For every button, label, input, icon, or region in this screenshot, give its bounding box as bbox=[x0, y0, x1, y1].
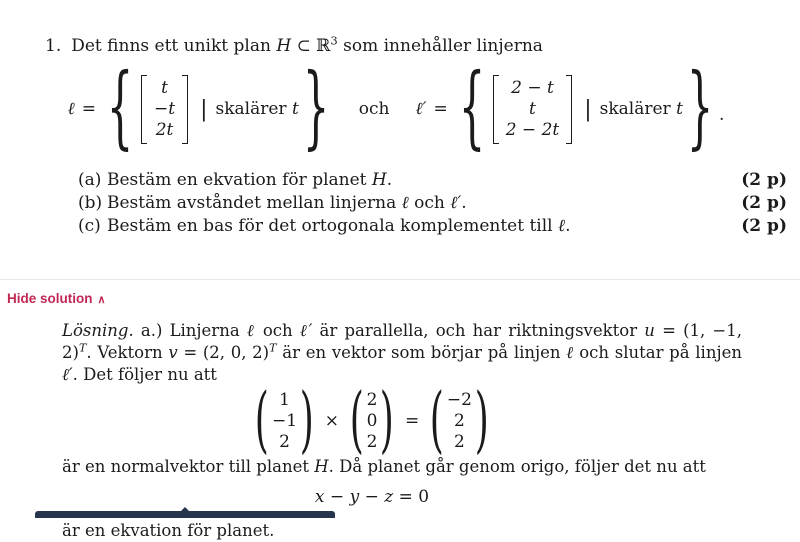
item-label: (c) bbox=[78, 216, 101, 236]
item-text: Bestäm avståndet mellan linjerna ℓ och ℓ′. bbox=[107, 193, 467, 213]
plane-equation: x − y − z = 0 bbox=[314, 487, 430, 507]
vector-v bbox=[348, 378, 396, 462]
close-brace: } bbox=[302, 55, 330, 161]
scalar-condition: skalärer t bbox=[215, 99, 299, 119]
item-points: (2 p) bbox=[741, 216, 787, 236]
subproblem-b bbox=[78, 192, 787, 215]
cross-product-formula bbox=[62, 378, 682, 462]
such-that-bar: | bbox=[584, 96, 592, 122]
vector-lp-entry: 2 − t bbox=[511, 77, 554, 98]
equals-sign: = bbox=[405, 411, 420, 431]
hide-solution-label: Hide solution bbox=[7, 291, 93, 306]
such-that-bar: | bbox=[200, 96, 208, 122]
left-square-bracket bbox=[141, 75, 147, 144]
vector-v-entry: 2 bbox=[366, 389, 378, 410]
cross-product-sign: × bbox=[324, 411, 339, 431]
item-text: Bestäm en ekvation för planet H. bbox=[107, 170, 393, 190]
right-square-bracket bbox=[566, 75, 572, 144]
normal-vector-entry: 2 bbox=[453, 431, 465, 452]
open-brace: { bbox=[106, 55, 134, 161]
subproblem-c bbox=[78, 215, 787, 238]
conjunction-och: och bbox=[358, 99, 390, 119]
left-square-bracket bbox=[493, 75, 499, 144]
right-square-bracket bbox=[182, 75, 188, 144]
normal-vector-entry: −2 bbox=[446, 389, 472, 410]
normal-vector-entry: 2 bbox=[453, 410, 465, 431]
problem-number: 1. bbox=[45, 36, 62, 56]
problem-block bbox=[0, 0, 800, 238]
solution-paragraph-1: Lösning. a.) Linjerna ℓ och ℓ′ är parallella, och har riktningsvektor u = (1, −1, 2)$^T$. Vektorn v = (2, 0, 2)$^T$ är en vektor som börjar på linjen ℓ och slutar på linjen ℓ′. Det följer nu att bbox=[62, 321, 742, 384]
vector-l-prime bbox=[493, 75, 573, 144]
problem-intro-text: Det finns ett unikt plan H ⊂ ℝ$^3$ som innehåller linjerna bbox=[71, 33, 543, 56]
vector-l bbox=[141, 75, 188, 144]
vector-u bbox=[253, 378, 315, 462]
problem-statement bbox=[45, 33, 787, 57]
vector-v-entry: 2 bbox=[366, 431, 378, 452]
scalar-condition: skalärer t bbox=[599, 99, 683, 119]
subproblem-list bbox=[78, 169, 787, 238]
open-paren: ( bbox=[430, 378, 445, 462]
item-points: (2 p) bbox=[741, 193, 787, 213]
vector-lp-entry: t bbox=[529, 98, 536, 119]
solution-paragraph-2: är en normalvektor till planet H. Då planet går genom origo, följer det nu att bbox=[62, 457, 706, 476]
open-paren: ( bbox=[255, 378, 270, 462]
vector-u-entry: 2 bbox=[279, 431, 290, 452]
close-brace: } bbox=[686, 55, 714, 161]
solution-paragraph-3: är en ekvation för planet. bbox=[62, 521, 275, 540]
line-l-symbol: ℓ bbox=[67, 99, 75, 119]
item-points: (2 p) bbox=[741, 170, 787, 190]
vector-l-entry: 2t bbox=[155, 119, 174, 140]
close-paren: ) bbox=[299, 378, 314, 462]
hide-solution-link[interactable] bbox=[7, 291, 106, 306]
normal-vector bbox=[428, 378, 490, 462]
open-paren: ( bbox=[349, 378, 364, 462]
close-paren: ) bbox=[474, 378, 489, 462]
collapsed-next-element-bar[interactable] bbox=[35, 511, 335, 518]
open-brace: { bbox=[458, 55, 486, 161]
vector-l-entry: −t bbox=[153, 98, 176, 119]
subproblem-a bbox=[78, 169, 787, 192]
equals-sign: = bbox=[81, 99, 96, 119]
item-text: Bestäm en bas för det ortogonala komplementet till ℓ. bbox=[107, 216, 571, 236]
caret-up-icon: ∧ bbox=[97, 293, 106, 306]
equals-sign: = bbox=[433, 99, 448, 119]
display-period: . bbox=[718, 105, 725, 125]
vector-u-entry: −1 bbox=[272, 410, 298, 431]
section-divider bbox=[0, 279, 800, 280]
vector-lp-entry: 2 − 2t bbox=[505, 119, 560, 140]
vector-u-entry: 1 bbox=[279, 389, 290, 410]
vector-l-entry: t bbox=[161, 77, 168, 98]
vector-v-entry: 0 bbox=[366, 410, 378, 431]
item-label: (b) bbox=[78, 193, 103, 213]
solution-block bbox=[62, 320, 742, 542]
item-label: (a) bbox=[78, 170, 102, 190]
line-l-prime-symbol: ℓ′ bbox=[415, 99, 427, 119]
tooltip-notch bbox=[181, 507, 189, 511]
lines-definition-formula bbox=[45, 55, 747, 161]
close-paren: ) bbox=[380, 378, 395, 462]
